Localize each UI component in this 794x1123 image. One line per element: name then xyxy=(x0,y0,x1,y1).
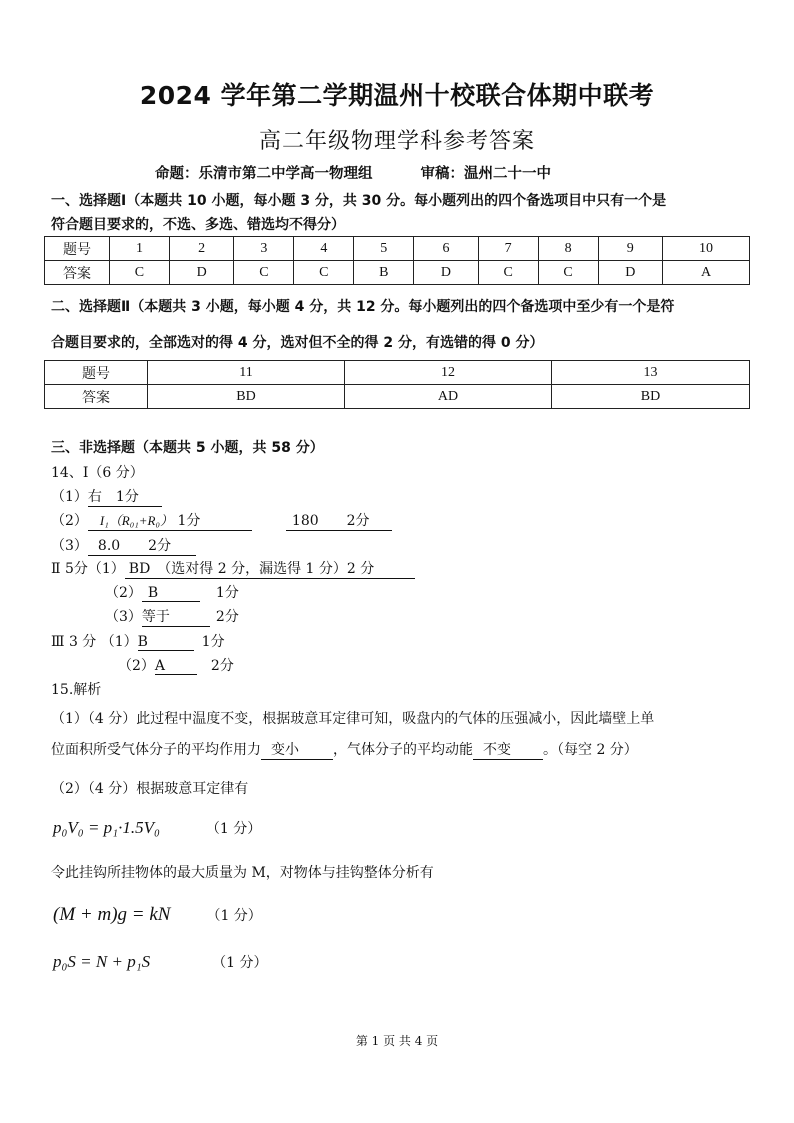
table-cell: AD xyxy=(345,385,552,409)
table-cell: 5 xyxy=(354,237,414,261)
table-cell: D xyxy=(598,261,662,285)
equation-score: （1 分） xyxy=(212,955,268,971)
author-proposer: 命题：乐清市第二中学高一物理组 xyxy=(155,166,373,182)
table-cell: C xyxy=(478,261,538,285)
q14-ii-part2 xyxy=(105,582,239,602)
table-cell: 8 xyxy=(538,237,598,261)
section2-heading-cont: 合题目要求的，全部选对的得 4 分，选对但不全的得 2 分，有选错的得 0 分） xyxy=(51,335,544,351)
page-title: 2024 学年第二学期温州十校联合体期中联考 xyxy=(139,81,655,110)
page-footer: 第 1 页 共 4 页 xyxy=(355,1034,439,1048)
table-cell: 12 xyxy=(345,361,552,385)
equation: p₀S = N + p₁S xyxy=(53,952,151,971)
q15-equation-1 xyxy=(53,818,261,838)
q15-part2-line: （2）（4 分）根据玻意耳定律有 xyxy=(51,781,249,797)
q14-part1-label: （1） xyxy=(51,489,88,505)
q15-part1-text-b: ，气体分子的平均动能 xyxy=(333,742,473,758)
table-cell: D xyxy=(414,261,478,285)
q14-ii-part1-answer: BD （选对得 2 分，漏选得 1 分）2 分 xyxy=(125,558,415,579)
q14-part3-answer: 8.0 2分 xyxy=(88,535,196,556)
q15-part1-text-a: 位面积所受气体分子的平均作用力 xyxy=(51,742,261,758)
section1-heading-cont: 符合题目要求的，不选、多选、错选均不得分） xyxy=(51,217,345,233)
authors-line xyxy=(155,162,551,183)
table-cell: B xyxy=(354,261,414,285)
q14-ii-part1 xyxy=(51,558,415,579)
table-header-cell: 答案 xyxy=(45,385,148,409)
equation-score: （1 分） xyxy=(205,821,262,837)
table-row xyxy=(45,261,750,285)
q14-part1-answer: 右 1分 xyxy=(88,486,162,507)
q14-iii-part2 xyxy=(118,655,234,675)
q14-iii-part2-answer: A xyxy=(155,658,197,675)
table-row xyxy=(45,385,750,409)
table-cell: 7 xyxy=(478,237,538,261)
table-cell: C xyxy=(538,261,598,285)
q15-blank-force: 变小 xyxy=(261,739,333,760)
q14-iii-part1-score: 1分 xyxy=(201,634,225,650)
table-cell: A xyxy=(663,261,750,285)
section3-heading: 三、非选择题（本题共 5 小题，共 58 分） xyxy=(51,440,324,456)
table-cell: 4 xyxy=(294,237,354,261)
q15-heading: 15.解析 xyxy=(51,682,102,698)
section1-heading: 一、选择题Ⅰ（本题共 10 小题，每小题 3 分，共 30 分。每小题列出的四个备选项目中只有一个是 xyxy=(51,193,667,209)
table-header-cell: 答案 xyxy=(45,261,110,285)
q14-ii-part2-label: （2） xyxy=(105,585,142,601)
q15-blank-kinetic: 不变 xyxy=(473,739,543,760)
table-cell: BD xyxy=(552,385,750,409)
q15-part2-line2: 令此挂钩所挂物体的最大质量为 M，对物体与挂钩整体分析有 xyxy=(51,865,434,881)
q14-part3 xyxy=(51,535,196,556)
table-cell: 1 xyxy=(110,237,170,261)
q14-iii-part1-answer: B xyxy=(138,634,194,651)
section1-answer-table xyxy=(44,236,750,285)
q14-part2-answer1 xyxy=(88,510,252,531)
q14-ii-part3-answer: 等于 xyxy=(142,606,210,627)
table-header-cell: 题号 xyxy=(45,237,110,261)
table-cell: C xyxy=(294,261,354,285)
section2-heading: 二、选择题Ⅱ（本题共 3 小题，每小题 4 分，共 12 分。每小题列出的四个备选项中至少有一个是符 xyxy=(51,299,675,315)
table-row xyxy=(45,361,750,385)
page-subtitle: 高二年级物理学科参考答案 xyxy=(258,129,535,154)
q14-ii-part2-score: 1分 xyxy=(215,585,239,601)
table-cell: C xyxy=(110,261,170,285)
q14-ii-heading: Ⅱ 5分（1） xyxy=(51,561,125,577)
q14-iii-part2-score: 2分 xyxy=(210,658,234,674)
q14-heading: 14、Ⅰ（6 分） xyxy=(51,465,144,481)
q15-part1-line1: （1）（4 分）此过程中温度不变，根据玻意耳定律可知，吸盘内的气体的压强减小，因此墙壁上单 xyxy=(51,711,655,727)
table-cell: C xyxy=(234,261,294,285)
q14-part1 xyxy=(51,486,162,507)
q15-equation-2 xyxy=(53,904,262,926)
q14-iii-heading: Ⅲ 3 分 （1） xyxy=(51,634,138,650)
table-cell: 10 xyxy=(663,237,750,261)
table-cell: D xyxy=(169,261,233,285)
table-cell: 2 xyxy=(169,237,233,261)
table-cell: 9 xyxy=(598,237,662,261)
section2-answer-table xyxy=(44,360,750,409)
table-row xyxy=(45,237,750,261)
q14-part2-answer2: 180 2分 xyxy=(286,510,392,531)
q14-ii-part3-label: （3） xyxy=(105,609,142,625)
q14-iii-part1 xyxy=(51,631,225,651)
table-cell: 3 xyxy=(234,237,294,261)
q14-part2-formula: I₁（R₀₁+R₀） xyxy=(99,513,173,528)
q14-part2-label: （2） xyxy=(51,513,88,529)
q14-ii-part3 xyxy=(105,606,239,627)
equation: p₀V₀ = p₁·1.5V₀ xyxy=(53,818,160,837)
q14-part2-score: 1分 xyxy=(177,513,201,529)
q15-equation-3 xyxy=(53,952,267,972)
equation: (M + m)g = kN xyxy=(53,904,171,925)
q14-part2 xyxy=(51,510,392,531)
table-cell: 6 xyxy=(414,237,478,261)
q14-ii-part2-answer: B xyxy=(142,585,200,602)
table-header-cell: 题号 xyxy=(45,361,148,385)
q15-part1-text-c: 。（每空 2 分） xyxy=(543,742,638,758)
equation-score: （1 分） xyxy=(206,908,262,924)
table-cell: BD xyxy=(148,385,345,409)
q14-iii-part2-label: （2） xyxy=(118,658,155,674)
q14-part3-label: （3） xyxy=(51,538,88,554)
table-cell: 11 xyxy=(148,361,345,385)
table-cell: 13 xyxy=(552,361,750,385)
q14-ii-part3-score: 2分 xyxy=(215,609,239,625)
author-reviewer: 审稿：温州二十一中 xyxy=(420,166,551,182)
q15-part1-line2 xyxy=(51,739,638,760)
